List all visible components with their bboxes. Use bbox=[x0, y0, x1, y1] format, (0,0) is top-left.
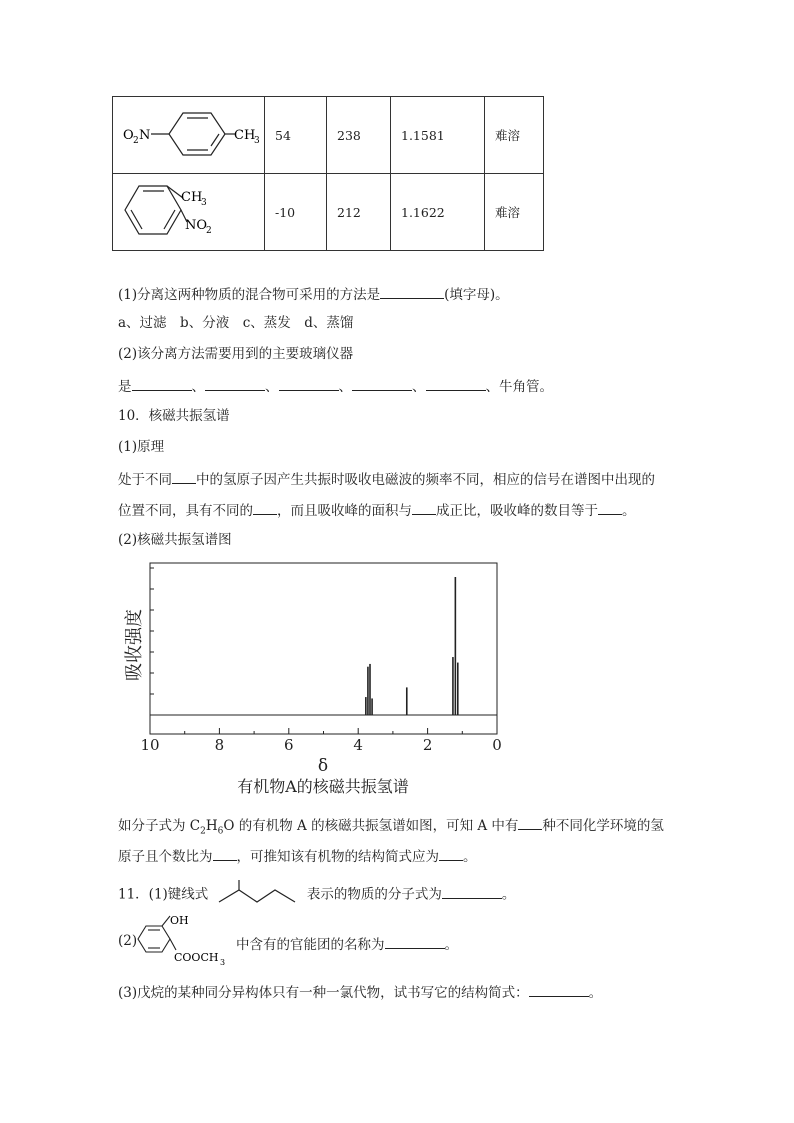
q11-line2: (2) OH COOCH 3 中含有的官能团的名称为 。 bbox=[118, 910, 478, 965]
nmr-chart bbox=[110, 555, 510, 800]
q9-part2-blanks: 是 、 、 、 、 、牛角管。 bbox=[118, 376, 553, 396]
svg-text:2: 2 bbox=[133, 136, 139, 146]
svg-text:COOCH: COOCH bbox=[174, 951, 219, 964]
density-cell: 1.1581 bbox=[391, 97, 485, 174]
q11-line1: 11．(1)键线式 表示的物质的分子式为 。 bbox=[118, 880, 515, 910]
q9-part1: (1)分离这两种物质的混合物可采用的方法是 (填字母)。 bbox=[118, 284, 509, 304]
svg-text:N: N bbox=[139, 128, 151, 143]
x-tick-label: 4 bbox=[353, 736, 363, 754]
q9-part2: (2)该分离方法需要用到的主要玻璃仪器 bbox=[118, 346, 354, 362]
q10-question2: 原子且个数比为 ，可推知该有机物的结构简式应为 。 bbox=[118, 846, 477, 866]
answer-blank bbox=[380, 284, 444, 299]
melting-point-cell: -10 bbox=[265, 174, 327, 251]
structure-cell bbox=[113, 97, 265, 174]
svg-text:3: 3 bbox=[254, 136, 260, 146]
svg-text:2: 2 bbox=[206, 226, 212, 236]
plot-frame bbox=[150, 563, 497, 734]
q9-options: a、过滤 b、分液 c、蒸发 d、蒸馏 bbox=[118, 315, 354, 331]
svg-text:3: 3 bbox=[201, 198, 207, 208]
q11-line3: (3)戊烷的某种同分异构体只有一种一氯代物，试书写它的结构简式： 。 bbox=[118, 982, 602, 1002]
svg-text:OH: OH bbox=[170, 914, 189, 927]
q10-para2: 位置不同，具有不同的 ，而且吸收峰的面积与 成正比，吸收峰的数目等于 。 bbox=[118, 500, 636, 520]
o-nitrotoluene-structure bbox=[113, 174, 264, 247]
boiling-point-cell: 212 bbox=[327, 174, 391, 251]
solubility-cell: 难溶 bbox=[485, 97, 544, 174]
table-row bbox=[113, 97, 544, 174]
svg-text:NO: NO bbox=[185, 218, 208, 233]
chart-caption: 有机物A的核磁共振氢谱 bbox=[237, 777, 409, 796]
q10-title: 10．核磁共振氢谱 bbox=[118, 408, 230, 424]
boiling-point-cell: 238 bbox=[327, 97, 391, 174]
x-ticks bbox=[140, 728, 501, 754]
svg-text:CH: CH bbox=[234, 128, 256, 143]
properties-table bbox=[112, 96, 544, 251]
structure-cell bbox=[113, 174, 265, 251]
svg-text:3: 3 bbox=[220, 958, 226, 965]
x-tick-label: 0 bbox=[492, 736, 502, 754]
density-cell: 1.1622 bbox=[391, 174, 485, 251]
x-axis-label: δ bbox=[317, 756, 329, 776]
svg-text:CH: CH bbox=[181, 190, 203, 205]
skeletal-formula bbox=[213, 880, 303, 910]
q10-sub2: (2)核磁共振氢谱图 bbox=[118, 532, 232, 548]
x-tick-label: 2 bbox=[422, 736, 433, 754]
melting-point-cell: 54 bbox=[265, 97, 327, 174]
x-tick-label: 8 bbox=[214, 736, 225, 754]
p-nitrotoluene-structure bbox=[113, 97, 264, 170]
solubility-cell: 难溶 bbox=[485, 174, 544, 251]
svg-text:O: O bbox=[123, 128, 134, 143]
x-tick-label: 6 bbox=[284, 736, 294, 754]
methyl-salicylate-structure bbox=[132, 910, 242, 965]
y-ticks bbox=[150, 568, 154, 715]
q10-sub1: (1)原理 bbox=[118, 439, 165, 455]
q10-question1: 如分子式为 $C_2H_6O$ 的有机物 A 的核磁共振氢谱如图，可知 A 中有 种不同化学环境的氢 bbox=[118, 815, 664, 841]
y-axis-label: 吸收强度 bbox=[124, 609, 145, 681]
table-row bbox=[113, 174, 544, 251]
x-tick-label: 10 bbox=[140, 736, 160, 754]
q10-para1: 处于不同 中的氢原子因产生共振时吸收电磁波的频率不同，相应的信号在谱图中出现的 bbox=[118, 469, 655, 489]
peaks bbox=[366, 577, 458, 715]
